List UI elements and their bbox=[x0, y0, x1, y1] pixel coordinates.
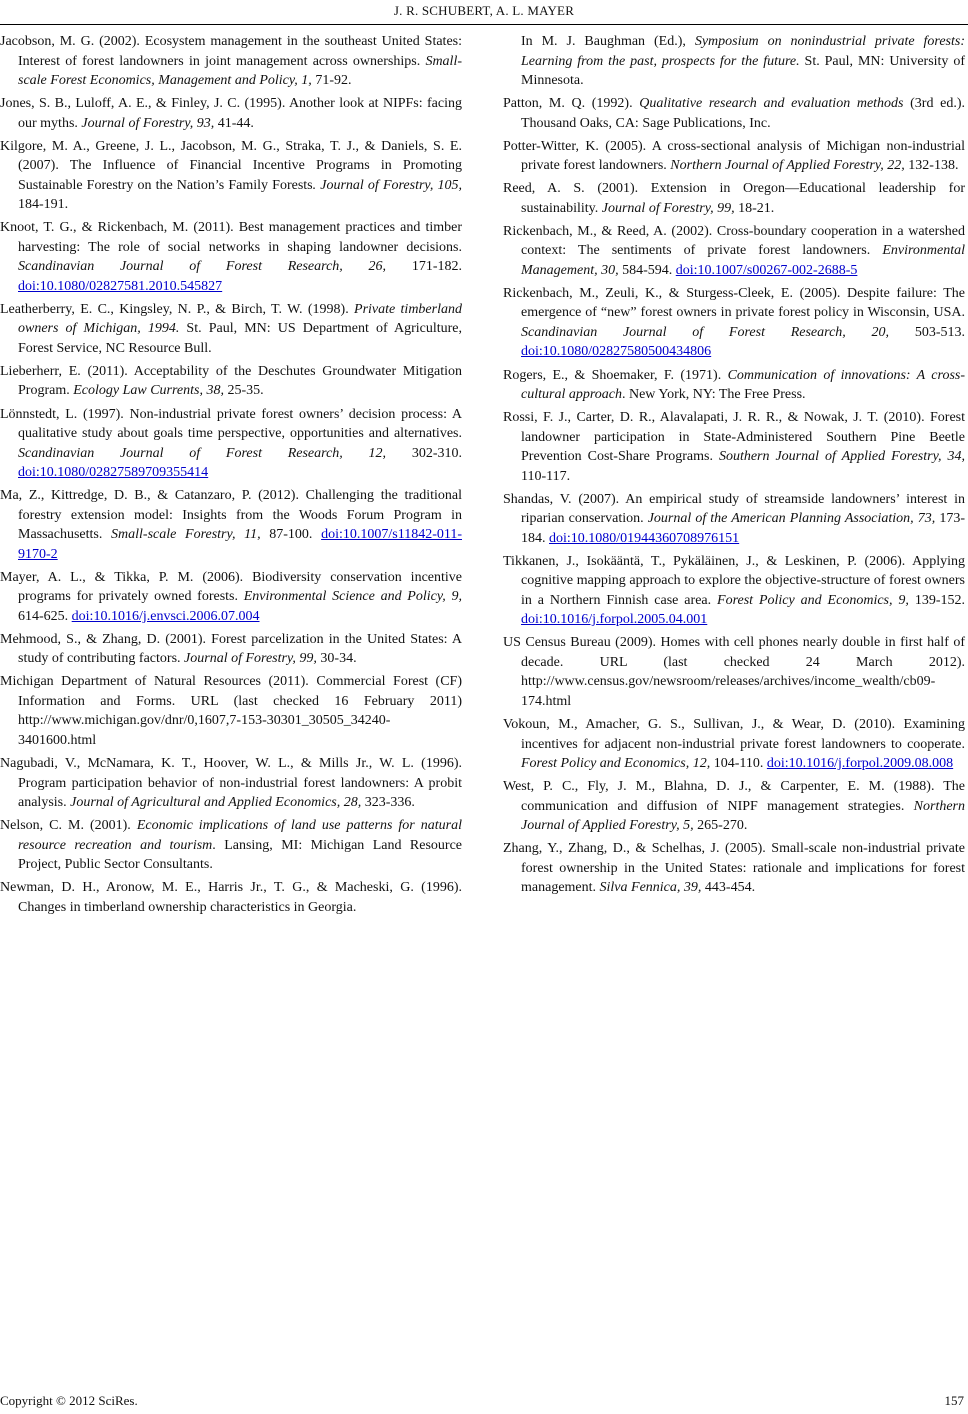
reference-text: 171-182. bbox=[386, 259, 462, 275]
reference-source-title: Journal of Forestry, 99, bbox=[601, 200, 735, 216]
reference-text: Zhang, Y., Zhang, D., & Schelhas, J. (2005). Small-scale non-industrial private forest ownership in the United States: rationale and implications for forest management. bbox=[503, 841, 965, 896]
reference-entry bbox=[503, 777, 965, 836]
reference-text: Kilgore, M. A., Greene, J. L., Jacobson, M. G., Straka, T. J., & Daniels, S. E. (2007). The Influence of Financial Incentive Programs in Promoting Sustainable Forestry on the Nation’s Family Forests bbox=[0, 138, 462, 193]
reference-text: (3rd ed.). Thousand Oaks, CA: Sage Publications, Inc. bbox=[521, 96, 965, 131]
reference-entry bbox=[0, 137, 462, 215]
reference-text: Rickenbach, M., & Reed, A. (2002). Cross-boundary cooperation in a watershed context: The sentiments of private forest landowners. bbox=[503, 223, 965, 259]
reference-text: 87-100. bbox=[260, 527, 322, 543]
reference-entry bbox=[0, 405, 462, 483]
reference-source-title: Scandinavian Journal of Forest Research, 12, bbox=[18, 445, 387, 461]
reference-source-title: Journal of Forestry, 93, bbox=[81, 115, 215, 131]
reference-text: In M. J. Baughman (Ed.), bbox=[521, 34, 695, 49]
reference-text: Ma, Z., Kittredge, D. B., & Catanzaro, P. (2012). Challenging the traditional forestry extension model: Insights from the Woods Forum Program in Massachusetts. bbox=[0, 488, 462, 543]
reference-entry bbox=[503, 408, 965, 486]
copyright-notice: Copyright © 2012 SciRes. bbox=[0, 1393, 138, 1408]
reference-entry bbox=[0, 32, 462, 91]
reference-entry bbox=[503, 366, 965, 405]
reference-text: 18-21. bbox=[734, 200, 775, 216]
doi-link[interactable]: doi:10.1080/02827580500434806 bbox=[521, 344, 712, 360]
reference-entry bbox=[503, 222, 965, 281]
reference-source-title: Ecology Law Currents, 38, bbox=[73, 383, 224, 399]
reference-text: 132-138. bbox=[904, 158, 959, 174]
reference-source-title: Qualitative research and evaluation methods bbox=[639, 96, 904, 112]
reference-text: West, P. C., Fly, J. M., Blahna, D. J., & Carpenter, E. M. (1988). The communication and diffusion of NIPF management strategies. bbox=[503, 779, 965, 814]
reference-text: Nagubadi, V., McNamara, K. T., Hoover, W. L., & Mills Jr., W. L. (1996). Program participation behavior of non-industrial forest landowners: A probit analysis. bbox=[0, 756, 462, 811]
doi-link[interactable]: doi:10.1080/01944360708976151 bbox=[549, 530, 740, 546]
page-number: 157 bbox=[944, 1393, 964, 1408]
reference-text: Newman, D. H., Aronow, M. E., Harris Jr., T. G., & Macheski, G. (1996). Changes in timberland ownership characteristics in Georgia. bbox=[0, 880, 462, 915]
references-right-column bbox=[503, 32, 965, 901]
reference-text: 443-454. bbox=[701, 880, 756, 896]
reference-source-title: Journal of Agricultural and Applied Economics, 28, bbox=[70, 795, 362, 811]
reference-entry bbox=[0, 94, 462, 133]
reference-entry bbox=[503, 839, 965, 898]
reference-text: 503-513. bbox=[889, 324, 965, 340]
reference-entry bbox=[0, 362, 462, 401]
reference-entry bbox=[503, 633, 965, 711]
reference-source-title: Scandinavian Journal of Forest Research, 20, bbox=[521, 324, 890, 340]
reference-text: 41-44. bbox=[214, 115, 254, 131]
reference-source-title: Journal of the American Planning Association, 73, bbox=[647, 511, 936, 527]
reference-text: . New York, NY: The Free Press. bbox=[621, 387, 806, 403]
reference-source-title: Environmental Science and Policy, 9, bbox=[243, 589, 462, 605]
doi-link[interactable]: doi:10.1080/02827589709355414 bbox=[18, 465, 209, 481]
reference-entry bbox=[503, 715, 965, 774]
reference-entry bbox=[503, 490, 965, 549]
reference-text: Knoot, T. G., & Rickenbach, M. (2011). Best management practices and timber harvesting: The role of social networks in shaping landowner decisions. bbox=[0, 220, 462, 255]
reference-text: Patton, M. Q. (1992). bbox=[503, 96, 640, 112]
reference-text: Reed, A. S. (2001). Extension in Oregon—Educational leadership for sustainability. bbox=[503, 181, 965, 216]
reference-entry bbox=[503, 552, 965, 630]
reference-text: Leatherberry, E. C., Kingsley, N. P., & Birch, T. W. (1998). bbox=[0, 301, 355, 317]
reference-entry bbox=[503, 32, 965, 91]
reference-entry bbox=[0, 816, 462, 875]
reference-source-title: Northern Journal of Applied Forestry, 5, bbox=[521, 798, 965, 834]
reference-source-title: Symposium on nonindustrial private forests: Learning from the past, prospects for the future. bbox=[521, 34, 965, 69]
doi-link[interactable]: doi:10.1016/j.envsci.2006.07.004 bbox=[71, 608, 260, 624]
reference-source-title: Forest Policy and Economics, 12, bbox=[521, 756, 711, 772]
reference-entry bbox=[0, 218, 462, 296]
reference-text: Vokoun, M., Amacher, G. S., Sullivan, J., & Wear, D. (2010). Examining incentives for adjacent non-industrial private forest landowners to cooperate. bbox=[503, 717, 965, 752]
reference-text: Lönnstedt, L. (1997). Non-industrial private forest owners’ decision process: A qualitative study about goals time perspective, opportunities and alternatives. bbox=[0, 406, 462, 442]
reference-text: 25-35. bbox=[223, 383, 264, 399]
doi-link[interactable]: doi:10.1080/02827581.2010.545827 bbox=[18, 278, 223, 294]
reference-text: 110-117. bbox=[521, 468, 571, 484]
reference-source-title: Small-scale Forestry, 11, bbox=[111, 527, 261, 543]
running-header bbox=[0, 0, 968, 24]
reference-text: Rogers, E., & Shoemaker, F. (1971). bbox=[503, 367, 728, 383]
doi-link[interactable]: doi:10.1016/j.forpol.2009.08.008 bbox=[766, 756, 954, 772]
reference-entry bbox=[503, 94, 965, 133]
reference-text: 302-310. bbox=[386, 445, 462, 461]
reference-source-title: Forest Policy and Economics, 9, bbox=[717, 592, 909, 608]
reference-entry bbox=[0, 672, 462, 750]
reference-source-title: Journal of Forestry, 99, bbox=[184, 651, 317, 667]
reference-text: Mehmood, S., & Zhang, D. (2001). Forest parcelization in the United States: A study of contributing factors. bbox=[0, 631, 462, 667]
reference-text: 173-184. bbox=[521, 511, 965, 546]
reference-entry bbox=[0, 568, 462, 627]
reference-text: 30-34. bbox=[316, 651, 357, 667]
reference-entry bbox=[0, 300, 462, 359]
reference-text: Lieberherr, E. (2011). Acceptability of the Deschutes Groundwater Mitigation Program. bbox=[0, 363, 462, 399]
references-left-column bbox=[0, 32, 462, 921]
reference-text: 614-625. bbox=[18, 608, 72, 624]
reference-source-title: Small-scale Forest Economics, Management and Policy, 1, bbox=[18, 53, 462, 88]
reference-entry bbox=[503, 284, 965, 362]
reference-text: US Census Bureau (2009). Homes with cell phones nearly double in first half of decade. URL (last checked 24 March 2012). http://www.census.gov/newsroom/releases/archives/income_wealth/cb09-174.html bbox=[503, 635, 965, 709]
doi-link[interactable]: doi:10.1016/j.forpol.2005.04.001 bbox=[521, 612, 708, 628]
reference-text: Michigan Department of Natural Resources (2011). Commercial Forest (CF) Information and Forms. URL (last checked 16 February 2011) http://www.michigan.gov/dnr/0,1607,7-153-30301_30505_34240-3401600.html bbox=[0, 674, 462, 748]
reference-text: 584-594. bbox=[618, 262, 676, 278]
reference-source-title: Private timberland owners of Michigan, 1994. bbox=[18, 301, 462, 337]
reference-text: Rickenbach, M., Zeuli, K., & Sturgess-Cleek, E. (2005). Despite failure: The emergence of “new” forest owners in private forest policy in Wisconsin, USA. bbox=[503, 285, 965, 321]
reference-text: St. Paul, MN: US Department of Agriculture, Forest Service, NC Resource Bull. bbox=[18, 321, 462, 356]
reference-text: Tikkanen, J., Isokääntä, T., Pykäläinen, J., & Leskinen, P. (2006). Applying cognitive mapping approach to explore the objective-structure of forest owners in a Northern Finnish case area. bbox=[503, 553, 965, 608]
header-divider bbox=[0, 24, 968, 25]
reference-text: Mayer, A. L., & Tikka, P. M. (2006). Biodiversity conservation incentive programs for privately owned forests. bbox=[0, 569, 462, 605]
reference-text: Nelson, C. M. (2001). bbox=[0, 818, 137, 834]
reference-entry bbox=[0, 486, 462, 564]
reference-text: 139-152. bbox=[908, 592, 965, 608]
reference-text: 184-191. bbox=[18, 197, 69, 213]
doi-link[interactable]: doi:10.1007/s00267-002-2688-5 bbox=[675, 262, 858, 278]
reference-text: Jones, S. B., Luloff, A. E., & Finley, J. C. (1995). Another look at NIPFs: facing our myths. bbox=[0, 96, 462, 131]
reference-entry bbox=[0, 878, 462, 917]
reference-source-title: Communication of innovations: A cross-cultural approach bbox=[521, 367, 965, 403]
reference-text: Shandas, V. (2007). An empirical study of streamside landowners’ interest in riparian conservation. bbox=[503, 491, 965, 527]
doi-link[interactable]: doi:10.1007/s11842-011-9170-2 bbox=[18, 527, 462, 562]
reference-entry bbox=[0, 754, 462, 813]
reference-source-title: Southern Journal of Applied Forestry, 34, bbox=[718, 449, 965, 465]
reference-source-title: Northern Journal of Applied Forestry, 22, bbox=[670, 158, 905, 174]
reference-entry bbox=[503, 179, 965, 218]
running-header-title: J. R. SCHUBERT, A. L. MAYER bbox=[393, 3, 575, 18]
reference-entry bbox=[0, 630, 462, 669]
reference-text: St. Paul, MN: University of Minnesota. bbox=[521, 53, 966, 88]
reference-text: Rossi, F. J., Carter, D. R., Alavalapati, J. R. R., & Nowak, J. T. (2010). Forest landowner participation in State-Administered Southern Pine Beetle Prevention Cost-Share Programs. bbox=[503, 410, 965, 465]
reference-source-title: Environmental Management, 30, bbox=[521, 243, 965, 278]
page-footer bbox=[0, 1390, 968, 1414]
reference-source-title: Economic implications of land use patterns for natural resource recreation and tourism bbox=[18, 818, 462, 853]
reference-text: 323-336. bbox=[361, 795, 415, 811]
reference-text: Jacobson, M. G. (2002). Ecosystem management in the southeast United States: Interest of forest landowners in joint management across ownerships. bbox=[0, 34, 462, 69]
reference-source-title: Silva Fennica, 39, bbox=[599, 880, 702, 896]
reference-entry bbox=[503, 137, 965, 176]
reference-text: 71-92. bbox=[311, 73, 352, 88]
reference-text: 265-270. bbox=[693, 818, 748, 834]
reference-text: 104-110. bbox=[710, 756, 767, 772]
reference-source-title: . Journal of Forestry, 105, bbox=[312, 177, 462, 193]
reference-text: . Lansing, MI: Michigan Land Resource Project, Public Sector Consultants. bbox=[18, 837, 462, 873]
reference-source-title: Scandinavian Journal of Forest Research, 26, bbox=[18, 259, 387, 275]
reference-text: Potter-Witter, K. (2005). A cross-sectional analysis of Michigan non-industrial private forest landowners. bbox=[503, 138, 965, 174]
